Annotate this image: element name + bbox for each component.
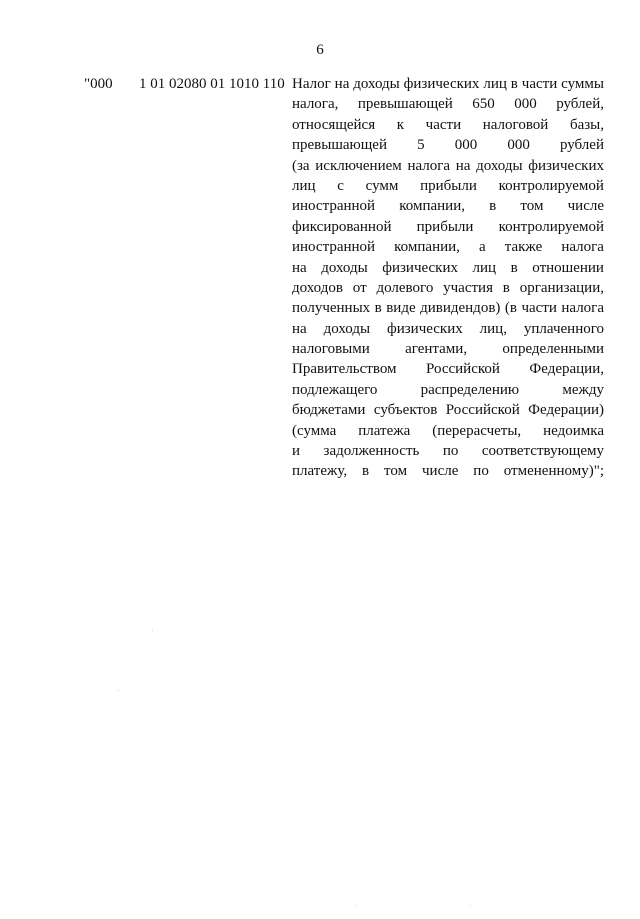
name-word: по bbox=[442, 443, 459, 460]
name-word: фиксированной bbox=[292, 218, 392, 235]
name-word: соответствующему bbox=[481, 443, 604, 460]
name-word: отношении bbox=[532, 259, 604, 276]
name-word: к bbox=[396, 116, 405, 133]
name-word: доходы bbox=[323, 320, 371, 337]
name-word: компании, bbox=[394, 239, 460, 256]
name-word: превышающей bbox=[357, 96, 453, 113]
name-line: доходов от долевого участия в организации, bbox=[292, 279, 604, 296]
name-line: платежу, в том числе по отмененному)"; bbox=[292, 463, 604, 480]
name-word: 000 bbox=[514, 96, 537, 113]
name-word: 000 bbox=[454, 137, 478, 154]
name-word: прибыли bbox=[416, 218, 474, 235]
income-type-name bbox=[292, 74, 604, 482]
name-word: лиц bbox=[472, 259, 497, 276]
name-line bbox=[292, 196, 604, 216]
name-line bbox=[292, 176, 604, 196]
name-word: иностранной bbox=[292, 198, 376, 215]
name-line bbox=[292, 94, 604, 114]
name-word: налога, bbox=[292, 96, 339, 113]
name-word: в bbox=[510, 259, 518, 276]
name-word: агентами, bbox=[405, 341, 468, 358]
name-word: числе bbox=[567, 198, 604, 215]
name-line bbox=[292, 115, 604, 135]
name-word: физических bbox=[387, 320, 463, 337]
administrator-code: "000 bbox=[84, 76, 113, 92]
name-word: на bbox=[292, 320, 307, 337]
name-word: сумм bbox=[365, 177, 399, 194]
name-word: лиц, bbox=[479, 320, 507, 337]
name-line bbox=[292, 380, 604, 400]
scan-speck bbox=[470, 905, 471, 906]
name-word: на bbox=[292, 259, 307, 276]
name-line bbox=[292, 441, 604, 461]
name-word: (сумма bbox=[292, 422, 337, 439]
name-line: Налог на доходы физических лиц в части суммы bbox=[292, 76, 604, 92]
name-line bbox=[292, 258, 604, 278]
name-line bbox=[292, 359, 604, 379]
name-word: уплаченного bbox=[523, 320, 604, 337]
name-word: с bbox=[337, 177, 344, 194]
name-word: том bbox=[520, 198, 544, 215]
name-word: доходы bbox=[321, 259, 368, 276]
name-word: лиц bbox=[292, 177, 316, 194]
name-word: Российской bbox=[426, 361, 500, 378]
name-word: и bbox=[292, 443, 301, 460]
name-word: а bbox=[478, 239, 486, 256]
name-line bbox=[292, 217, 604, 237]
name-word: подлежащего bbox=[292, 381, 378, 398]
name-word: Федерации, bbox=[529, 361, 604, 378]
name-word: распределению bbox=[420, 381, 520, 398]
name-word: физических bbox=[382, 259, 458, 276]
name-word: превышающей bbox=[292, 137, 387, 154]
name-word: 5 bbox=[417, 137, 425, 154]
budget-classification-entry bbox=[84, 74, 604, 494]
name-word: налоговыми bbox=[292, 341, 370, 358]
page-number: 6 bbox=[316, 42, 324, 58]
name-line: бюджетами субъектов Российской Федерации) bbox=[292, 402, 604, 419]
name-word: платежа bbox=[358, 422, 411, 439]
name-line bbox=[292, 237, 604, 257]
name-line bbox=[292, 421, 604, 441]
name-word: (перерасчеты, bbox=[432, 422, 522, 439]
name-word: в bbox=[489, 198, 497, 215]
scan-speck bbox=[356, 905, 357, 906]
name-word: между bbox=[562, 381, 604, 398]
name-word: недоимка bbox=[543, 422, 604, 439]
name-word: компании, bbox=[399, 198, 465, 215]
kbk-code: 1 01 02080 01 1010 110 bbox=[139, 76, 285, 92]
name-word: рублей, bbox=[556, 96, 604, 113]
name-word: налога bbox=[561, 239, 604, 256]
name-line: (за исключением налога на доходы физических bbox=[292, 157, 604, 174]
name-word: определенными bbox=[502, 341, 604, 358]
name-word: рублей bbox=[559, 137, 604, 154]
name-word: прибыли bbox=[420, 177, 477, 194]
name-word: базы, bbox=[569, 116, 604, 133]
name-word: относящейся bbox=[292, 116, 376, 133]
name-word: контролируемой bbox=[498, 218, 604, 235]
name-word: задолженность bbox=[323, 443, 420, 460]
scan-speck bbox=[152, 630, 153, 631]
name-word: Правительством bbox=[292, 361, 397, 378]
scan-speck bbox=[118, 690, 119, 691]
name-line: полученных в виде дивидендов) (в части налога bbox=[292, 300, 604, 317]
name-word: 650 bbox=[472, 96, 495, 113]
name-word: налоговой bbox=[482, 116, 549, 133]
name-word: контролируемой bbox=[498, 177, 604, 194]
name-line bbox=[292, 135, 604, 155]
name-word: части bbox=[425, 116, 462, 133]
name-word: 000 bbox=[507, 137, 530, 154]
name-line bbox=[292, 339, 604, 359]
name-word: также bbox=[504, 239, 543, 256]
name-line bbox=[292, 319, 604, 339]
name-word: иностранной bbox=[292, 239, 376, 256]
